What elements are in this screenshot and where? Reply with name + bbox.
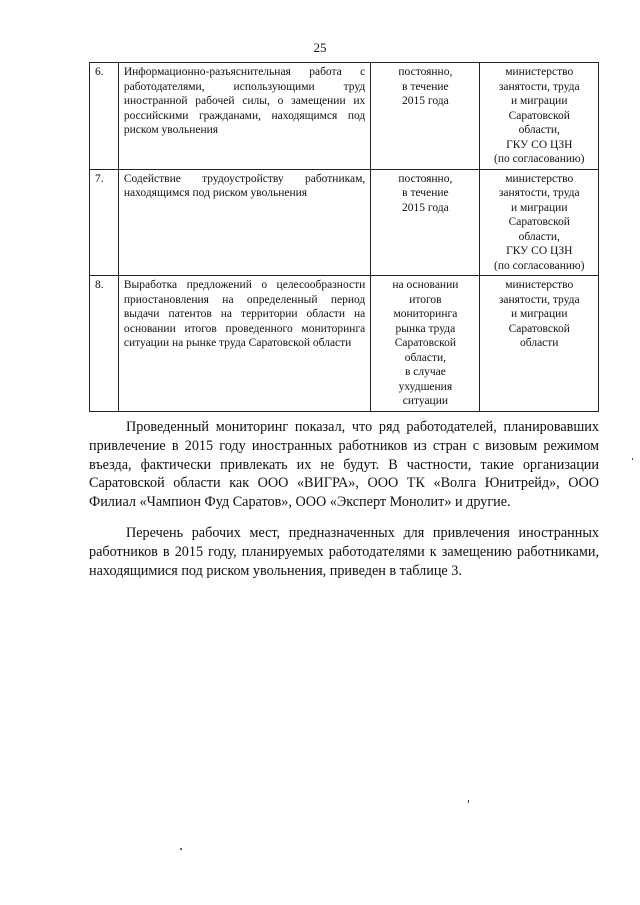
- period-line: в течение: [402, 80, 449, 93]
- responsible-line: (по согласованию): [494, 259, 585, 272]
- measures-table: [89, 62, 599, 412]
- period-line: области,: [404, 351, 447, 364]
- row-number: 7.: [90, 169, 119, 276]
- measure-period: [371, 63, 480, 170]
- period-line: в случае: [404, 366, 446, 378]
- period-line: на основании: [392, 279, 459, 291]
- table-row: [90, 63, 599, 170]
- measure-description: Информационно-разъяснительная работа с работодателями, использующими труд иностранной рабочей силы, о замещении их российскими гражданами, находящимся под риском увольнения: [118, 63, 370, 170]
- measure-period: [371, 169, 480, 276]
- measure-description: Выработка предложений о целесообразности приостановления на определенный период выдачи патентов на территории области на основании итогов проведенного мониторинга ситуации на рынке труда Саратовской области: [118, 276, 370, 412]
- period-line: рынка труда: [395, 322, 456, 335]
- period-line: в течение: [402, 187, 449, 199]
- period-line: постоянно,: [398, 66, 453, 78]
- period-line: мониторинга: [393, 308, 458, 320]
- period-line: постоянно,: [398, 172, 453, 185]
- scan-speck: [632, 458, 633, 460]
- scan-speck: [180, 848, 182, 850]
- monitoring-paragraph: Проведенный мониторинг показал, что ряд работодателей, планировавших привлечение в 2015 году иностранных работников из стран с визовым режимом въезда, фактически привлекать их не будут. В частности, такие организации Саратовской области как ООО «ВИГРА», ООО ТК «Волга Юнитрейд», ООО Филиал «Чампион Фуд Саратов», ООО «Эксперт Монолит» и другие.: [89, 419, 599, 511]
- responsible-line: занятости, труда: [498, 293, 580, 306]
- period-line: 2015 года: [402, 201, 449, 214]
- period-line: итогов: [409, 293, 442, 306]
- responsible-line: и миграции: [510, 95, 568, 107]
- period-line: Саратовской: [394, 337, 457, 349]
- responsible-line: занятости, труда: [498, 80, 580, 93]
- responsible-line: министерство: [505, 172, 574, 185]
- period-line: ухудшения: [398, 380, 453, 393]
- measure-responsible: [480, 169, 599, 276]
- responsible-line: области,: [518, 124, 560, 136]
- table-row: [90, 169, 599, 276]
- scan-speck: [468, 800, 469, 803]
- workplaces-paragraph: Перечень рабочих мест, предназначенных для привлечения иностранных работников в 2015 году, планируемых работодателями к замещению работниками, находящимися под риском увольнения, приведен в таблице 3.: [89, 525, 599, 579]
- responsible-line: министерство: [505, 279, 574, 291]
- page-number: 25: [313, 40, 327, 55]
- responsible-line: и миграции: [510, 308, 568, 320]
- table-row: [90, 276, 599, 412]
- measure-description: Содействие трудоустройству работникам, находящимся под риском увольнения: [118, 169, 370, 276]
- responsible-line: (по согласованию): [494, 153, 585, 165]
- period-line: 2015 года: [402, 95, 449, 107]
- responsible-line: занятости, труда: [498, 187, 580, 199]
- period-line: ситуации: [402, 395, 449, 407]
- responsible-line: министерство: [505, 66, 574, 78]
- row-number: 8.: [90, 276, 119, 412]
- measure-responsible: [480, 63, 599, 170]
- responsible-line: области: [520, 337, 559, 349]
- measure-responsible: [480, 276, 599, 412]
- responsible-line: Саратовской: [508, 322, 570, 335]
- responsible-line: ГКУ СО ЦЗН: [506, 138, 573, 151]
- measure-period: [371, 276, 480, 412]
- row-number: 6.: [90, 63, 119, 170]
- responsible-line: ГКУ СО ЦЗН: [506, 245, 573, 257]
- responsible-line: Саратовской: [508, 109, 570, 122]
- responsible-line: Саратовской: [508, 216, 570, 228]
- responsible-line: области,: [518, 230, 560, 243]
- responsible-line: и миграции: [510, 201, 568, 214]
